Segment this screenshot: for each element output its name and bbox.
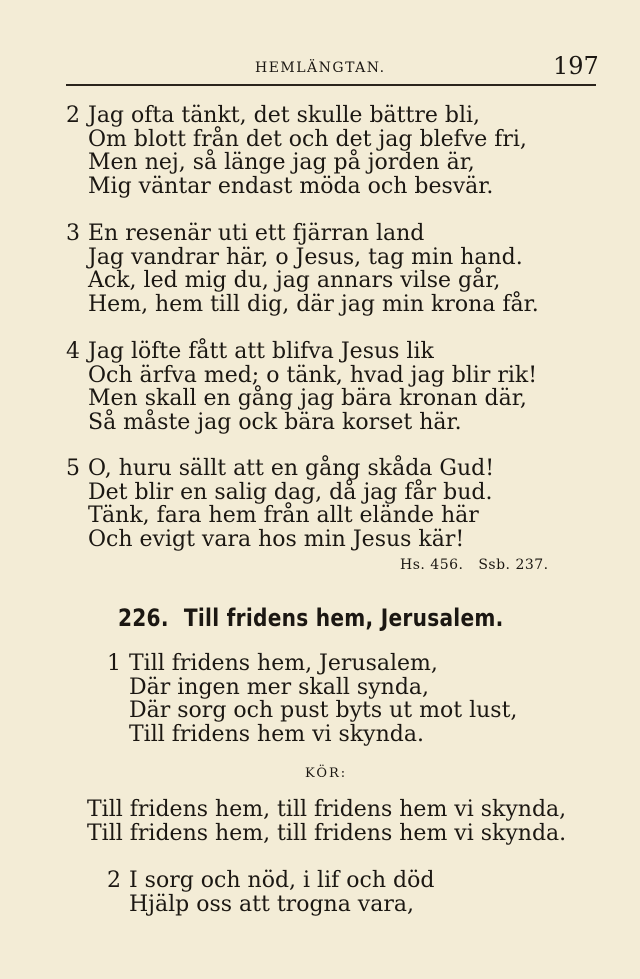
verse-number: 2 xyxy=(66,103,80,128)
verse-line: Men skall en gång jag bära kronan där, xyxy=(88,386,527,412)
verse-number: 1 xyxy=(107,651,121,676)
verse-line: Hjälp oss att trogna vara, xyxy=(129,891,414,917)
verse-line: Jag vandrar här, o Jesus, tag min hand. xyxy=(88,244,523,270)
verse-line: Det blir en salig dag, då jag får bud. xyxy=(88,479,493,505)
verse-5-previous xyxy=(66,457,494,551)
chorus xyxy=(87,798,566,845)
verse-line: Ack, led mig du, jag annars vilse går, xyxy=(88,268,501,294)
verse-number: 2 xyxy=(107,868,121,893)
verse-4-previous xyxy=(66,340,537,434)
header-rule xyxy=(66,84,596,86)
hymn-title: Till fridens hem, Jerusalem. xyxy=(183,604,504,632)
verse-line: 3 En resenär uti ett fjärran land xyxy=(66,221,425,246)
verse-2-previous xyxy=(66,104,527,198)
hymn-heading xyxy=(118,604,504,632)
verse-line: Till fridens hem vi skynda. xyxy=(129,721,424,747)
verse-line: Hem, hem till dig, där jag min krona får. xyxy=(88,291,539,317)
verse-line: 2 Jag ofta tänkt, det skulle bättre bli, xyxy=(66,103,481,128)
verse-line: Där ingen mer skall synda, xyxy=(129,674,430,700)
page-number: 197 xyxy=(553,52,599,80)
verse-line: Så måste jag ock bära korset här. xyxy=(88,409,462,435)
chorus-line: Till fridens hem, till fridens hem vi skynda. xyxy=(87,820,567,846)
verse-number: 3 xyxy=(66,221,80,246)
verse-1 xyxy=(107,652,517,746)
hymn-reference: Hs. 456. Ssb. 237. xyxy=(400,557,549,573)
verse-number: 4 xyxy=(66,339,80,364)
verse-line: 1 Till fridens hem, Jerusalem, xyxy=(107,651,438,676)
verse-line: Och evigt vara hos min Jesus kär! xyxy=(88,526,465,552)
running-head xyxy=(0,52,640,82)
verse-line: Men nej, så länge jag på jorden är, xyxy=(88,150,475,176)
verse-line: Mig väntar endast möda och besvär. xyxy=(88,173,494,199)
verse-line: 4 Jag löfte fått att blifva Jesus lik xyxy=(66,339,434,364)
verse-line: 2 I sorg och nöd, i lif och död xyxy=(107,868,435,893)
verse-2 xyxy=(107,869,434,916)
running-title: HEMLÄNGTAN. xyxy=(255,60,386,76)
verse-number: 5 xyxy=(66,456,80,481)
chorus-line: Till fridens hem, till fridens hem vi skynda, xyxy=(87,797,567,822)
verse-line: Där sorg och pust byts ut mot lust, xyxy=(129,698,518,724)
verse-3-previous xyxy=(66,222,539,316)
hymn-number: 226. xyxy=(118,604,169,632)
verse-line: Om blott från det och det jag blefve fri, xyxy=(88,126,527,152)
verse-line: Och ärfva med; o tänk, hvad jag blir rik! xyxy=(88,362,538,388)
verse-line: 5 O, huru sällt att en gång skåda Gud! xyxy=(66,456,495,481)
verse-line: Tänk, fara hem från allt elände här xyxy=(88,503,479,529)
chorus-label: KÖR: xyxy=(305,766,348,781)
